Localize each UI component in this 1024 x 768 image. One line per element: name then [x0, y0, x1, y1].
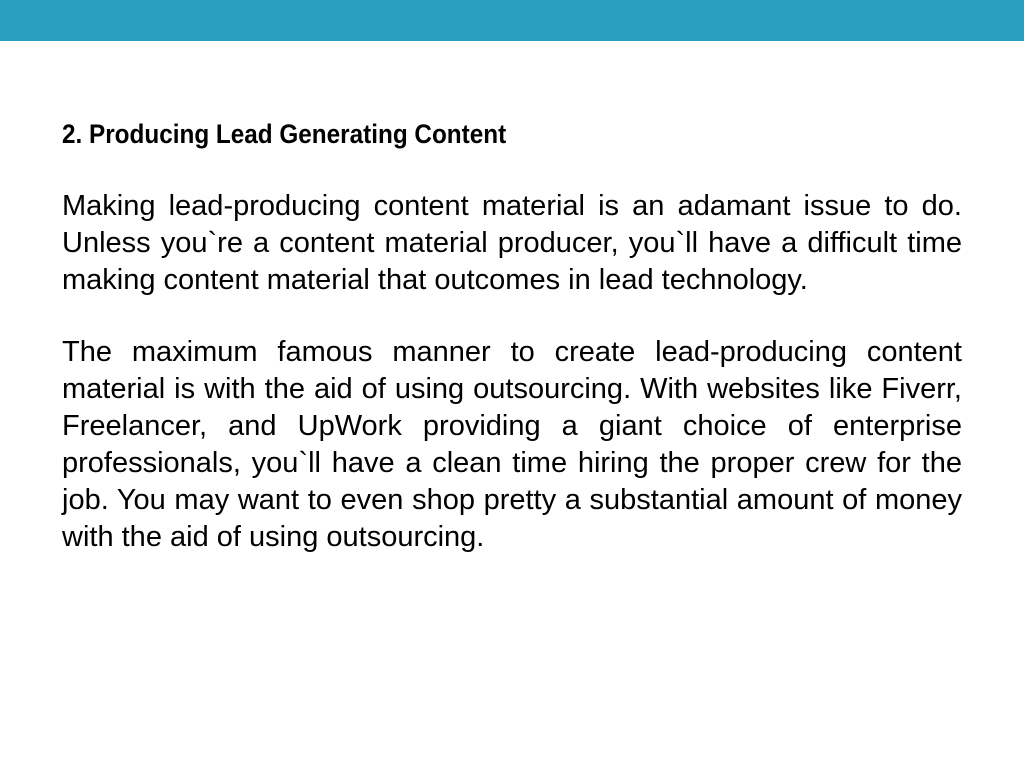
paragraph-2: The maximum famous manner to create lead-producing content material is with the aid of using outsourcing. With websites like Fiverr, Freelancer, and UpWork providing a giant choice of enterprise professionals, you`ll have a clean time hiring the proper crew for the job. You may want to even shop pretty a substantial amount of money with the aid of using outsourcing.: [62, 336, 962, 553]
top-accent-bar: [0, 0, 1024, 41]
paragraph-1: Making lead-producing content material is an adamant issue to do. Unless you`re a content material producer, you`ll have a difficult time making content material that outcomes in lead technology.: [62, 190, 962, 296]
slide-heading: 2. Producing Lead Generating Content: [62, 119, 507, 149]
slide-content: [62, 112, 962, 556]
